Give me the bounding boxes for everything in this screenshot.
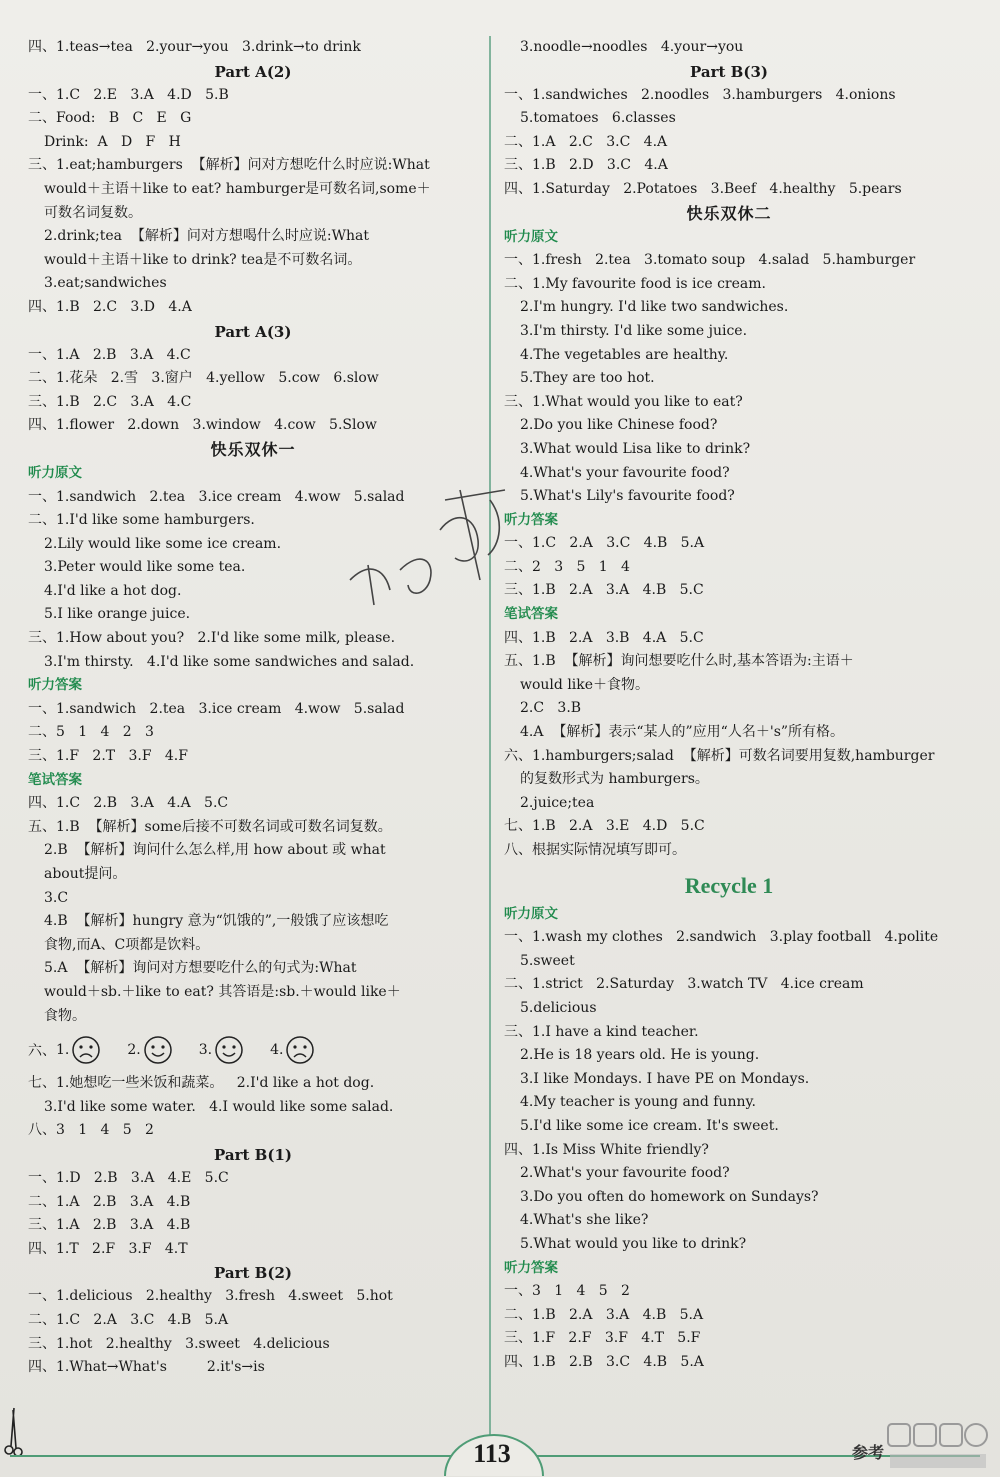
answer-line-indented: 食物,而A、C项都是饮料。 (44, 936, 210, 953)
answer-line: 二、1.My favourite food is ice cream. (504, 275, 766, 292)
answer-line-indented: 5.What would you like to drink? (520, 1235, 747, 1252)
answer-line: 四、1.Saturday 2.Potatoes 3.Beef 4.healthy 5.pears (504, 180, 902, 197)
subsection-label: 听力原文 (504, 905, 558, 922)
answer-line-indented: 3.Peter would like some tea. (44, 559, 246, 576)
answer-line-indented: 4.My teacher is young and funny. (520, 1094, 756, 1111)
section-heading: Part A(3) (214, 322, 292, 341)
face-item-label: 1. (56, 1042, 70, 1059)
answer-line-indented: 食物。 (44, 1007, 86, 1024)
happy-face-icon (143, 1035, 173, 1065)
handwritten-note (330, 470, 520, 620)
answer-line-indented: 5.delicious (520, 999, 597, 1016)
answer-line: 二、5 1 4 2 3 (28, 724, 154, 741)
answer-line-indented: 2.B 【解析】询问什么怎么样,用 how about 或 what (44, 842, 386, 859)
page-number: 113 (473, 1439, 511, 1468)
answer-line: 四、1.T 2.F 3.F 4.T (28, 1240, 188, 1257)
answer-line-indented: 4.I'd like a hot dog. (44, 582, 182, 599)
answer-line: 三、1.B 2.C 3.A 4.C (28, 393, 192, 410)
subsection-label: 听力答案 (28, 677, 82, 694)
answer-line-indented: 5.sweet (520, 952, 575, 969)
answer-line: 八、3 1 4 5 2 (28, 1122, 154, 1139)
answer-line-indented: 3.What would Lisa like to drink? (520, 440, 751, 457)
answer-line: 四、1.flower 2.down 3.window 4.cow 5.Slow (28, 417, 377, 434)
answer-line: 三、1.F 2.F 3.F 4.T 5.F (504, 1330, 701, 1347)
answer-line: 二、1.strict 2.Saturday 3.watch TV 4.ice cream (504, 976, 864, 993)
answer-line-indented: 4.What's your favourite food? (520, 464, 730, 481)
answer-line: 三、1.How about you? 2.I'd like some milk, please. (28, 630, 396, 647)
answer-line: 一、1.C 2.E 3.A 4.D 5.B (28, 86, 229, 103)
answer-line: 一、1.fresh 2.tea 3.tomato soup 4.salad 5.hamburger (504, 252, 916, 269)
answer-line-indented: 2.He is 18 years old. He is young. (520, 1047, 760, 1064)
answer-line-indented: 3.I'd like some water. 4.I would like some salad. (44, 1098, 394, 1115)
answer-line: 三、1.A 2.B 3.A 4.B (28, 1217, 191, 1234)
answer-line: 八、根据实际情况填写即可。 (504, 842, 686, 858)
answer-line-indented: 5.tomatoes 6.classes (520, 110, 676, 127)
section-heading: 快乐双休一 (210, 439, 296, 459)
answer-line-indented: 3.noodle→noodles 4.your→you (520, 39, 744, 55)
answer-line-indented: 3.C (44, 889, 69, 906)
face-item-label: 4. (270, 1042, 284, 1059)
answer-line: 三、1.I have a kind teacher. (504, 1023, 699, 1040)
subsection-label: 笔试答案 (28, 771, 82, 788)
answer-line: 三、1.eat;hamburgers 【解析】问对方想吃什么时应说:What (28, 157, 430, 174)
answer-line: 四、1.teas→tea 2.your→you 3.drink→to drink (28, 39, 361, 55)
answer-line: 三、1.hot 2.healthy 3.sweet 4.delicious (28, 1335, 330, 1352)
subsection-label: 听力原文 (28, 464, 82, 481)
answer-line-indented: 2.C 3.B (520, 700, 582, 717)
answer-line: 一、1.sandwich 2.tea 3.ice cream 4.wow 5.salad (28, 488, 405, 505)
section-heading: 快乐双休二 (686, 203, 772, 223)
answer-line: 三、1.What would you like to eat? (504, 393, 743, 410)
section-heading: Part B(2) (214, 1264, 292, 1283)
answer-line-indented: would like＋食物。 (520, 676, 650, 693)
answer-line-indented: 2.What's your favourite food? (520, 1165, 730, 1182)
answer-line-indented: 5.I like orange juice. (44, 606, 191, 623)
answer-line-indented: 2.Do you like Chinese food? (520, 417, 718, 434)
answer-line: 四、1.B 2.C 3.D 4.A (28, 298, 192, 315)
answer-line: 一、1.A 2.B 3.A 4.C (28, 346, 191, 363)
answer-line: 七、1.B 2.A 3.E 4.D 5.C (504, 818, 705, 835)
answer-line-indented: 5.They are too hot. (520, 370, 655, 387)
answer-line: 四、1.B 2.A 3.B 4.A 5.C (504, 629, 704, 646)
answer-line-indented: Drink: A D F H (44, 133, 181, 150)
answer-line: 四、1.What→What's 2.it's→is (28, 1359, 265, 1376)
answer-line-indented: 3.I'm thirsty. I'd like some juice. (520, 322, 748, 339)
answer-line-indented: 2.juice;tea (520, 794, 595, 811)
answer-line-indented: 5.A 【解析】询问对方想要吃什么的句式为:What (44, 960, 357, 977)
answer-line-indented: would＋sb.＋like to eat? 其答语是:sb.＋would like＋ (44, 983, 401, 1000)
answer-line-indented: 4.The vegetables are healthy. (520, 346, 729, 363)
face-answer-row (28, 1028, 478, 1072)
answer-line-indented: 4.A 【解析】表示“某人的”应用“人名＋'s”所有格。 (520, 724, 845, 741)
subsection-label: 听力答案 (504, 511, 558, 528)
happy-face-icon (214, 1035, 244, 1065)
section-heading: Part A(2) (214, 62, 292, 81)
answer-line: 三、1.B 2.A 3.A 4.B 5.C (504, 582, 704, 599)
right-column (504, 36, 954, 1374)
reference-answer-label: 参考 (852, 1443, 885, 1462)
answer-line: 二、Food: B C E G (28, 110, 192, 127)
answer-line: 一、1.sandwich 2.tea 3.ice cream 4.wow 5.salad (28, 700, 405, 717)
sad-face-icon (285, 1035, 315, 1065)
answer-line: 二、1.A 2.B 3.A 4.B (28, 1193, 191, 1210)
unit-heading: Recycle 1 (684, 872, 774, 898)
answer-line: 六、1.hamburgers;salad 【解析】可数名词要用复数,hamburger (504, 747, 935, 764)
answer-line: 三、1.F 2.T 3.F 4.F (28, 748, 188, 765)
answer-line-indented: 5.What's Lily's favourite food? (520, 488, 735, 505)
answer-line-indented: 4.What's she like? (520, 1212, 649, 1229)
answer-line: 一、1.delicious 2.healthy 3.fresh 4.sweet 5.hot (28, 1288, 393, 1305)
answer-line: 二、1.A 2.C 3.C 4.A (504, 133, 668, 150)
answer-line-indented: would＋主语＋like to drink? tea是不可数名词。 (44, 251, 362, 268)
face-item-label: 3. (198, 1042, 213, 1059)
answer-line-indented: about提问。 (44, 866, 127, 882)
answer-line: 四、1.Is Miss White friendly? (504, 1141, 709, 1158)
answer-line-indented: 2.drink;tea 【解析】问对方想喝什么时应说:What (44, 228, 369, 245)
answer-line: 二、1.花朵 2.雪 3.窗户 4.yellow 5.cow 6.slow (28, 370, 379, 387)
answer-line: 一、1.wash my clothes 2.sandwich 3.play football 4.polite (504, 929, 939, 946)
answer-line: 二、2 3 5 1 4 (504, 558, 630, 575)
left-column (28, 36, 478, 1380)
sad-face-icon (71, 1035, 101, 1065)
answer-line: 一、1.sandwiches 2.noodles 3.hamburgers 4.onions (504, 86, 896, 103)
answer-line: 五、1.B 【解析】询问想要吃什么时,基本答语为:主语＋ (504, 653, 854, 670)
answer-line: 二、1.C 2.A 3.C 4.B 5.A (28, 1311, 229, 1328)
subsection-label: 笔试答案 (504, 606, 558, 623)
answer-line: 二、1.B 2.A 3.A 4.B 5.A (504, 1306, 704, 1323)
face-item-label: 2. (127, 1042, 141, 1059)
section-heading: Part B(1) (214, 1145, 292, 1164)
site-watermark-logo (884, 1418, 992, 1474)
subsection-label: 听力答案 (504, 1259, 558, 1276)
answer-line: 一、3 1 4 5 2 (504, 1283, 630, 1300)
subsection-label: 听力原文 (504, 228, 558, 245)
face-row-prefix: 六、 (28, 1043, 56, 1060)
answer-line: 四、1.C 2.B 3.A 4.A 5.C (28, 795, 229, 812)
answer-line: 三、1.B 2.D 3.C 4.A (504, 157, 668, 174)
answer-line-indented: 4.B 【解析】hungry 意为“饥饿的”,一般饿了应该想吃 (44, 913, 389, 930)
answer-line-indented: 5.I'd like some ice cream. It's sweet. (520, 1117, 779, 1134)
answer-line: 二、1.I'd like some hamburgers. (28, 512, 255, 529)
scissors-icon (2, 1400, 24, 1460)
answer-line-indented: 2.Lily would like some ice cream. (44, 535, 282, 552)
answer-line-indented: 的复数形式为 hamburgers。 (520, 771, 709, 788)
answer-line-indented: 3.Do you often do homework on Sundays? (520, 1188, 819, 1205)
answer-line: 五、1.B 【解析】some后接不可数名词或可数名词复数。 (28, 818, 392, 835)
answer-line: 七、1.她想吃一些米饭和蔬菜。 2.I'd like a hot dog. (28, 1075, 375, 1092)
answer-line: 一、1.D 2.B 3.A 4.E 5.C (28, 1169, 229, 1186)
answer-line: 四、1.B 2.B 3.C 4.B 5.A (504, 1353, 704, 1370)
answer-line-indented: 3.I'm thirsty. 4.I'd like some sandwiches and salad. (44, 653, 415, 670)
answer-line-indented: would＋主语＋like to eat? hamburger是可数名词,some＋ (44, 180, 431, 197)
section-heading: Part B(3) (690, 62, 768, 81)
answer-line-indented: 3.I like Mondays. I have PE on Mondays. (520, 1070, 810, 1087)
column-divider (489, 36, 491, 1456)
answer-line-indented: 可数名词复数。 (44, 204, 142, 221)
answer-line-indented: 2.I'm hungry. I'd like two sandwiches. (520, 299, 789, 316)
answer-line-indented: 3.eat;sandwiches (44, 275, 167, 292)
answer-line: 一、1.C 2.A 3.C 4.B 5.A (504, 535, 705, 552)
